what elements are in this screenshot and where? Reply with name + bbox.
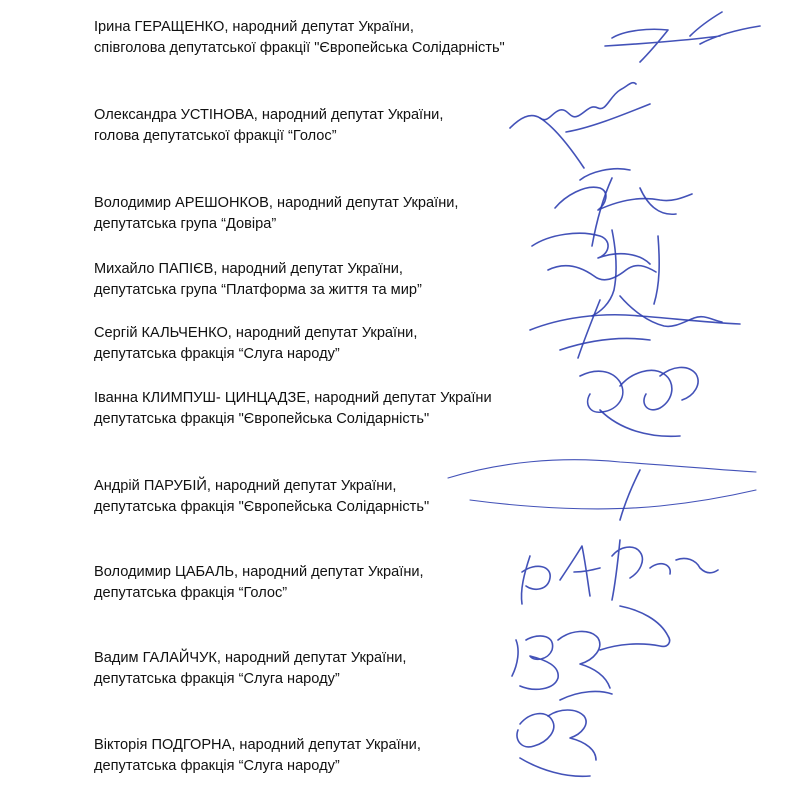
signatory-entry-8 xyxy=(94,562,424,604)
signatory-faction: депутатська група “Платформа за життя та мир” xyxy=(94,282,422,298)
signature-10 xyxy=(517,692,612,777)
signature-3 xyxy=(555,169,692,246)
signature-4 xyxy=(532,230,659,316)
signatory-name-title: Володимир ЦАБАЛЬ, народний депутат України, xyxy=(94,564,424,580)
signatory-name-title: Вадим ГАЛАЙЧУК, народний депутат України, xyxy=(94,650,407,666)
signatory-entry-1 xyxy=(94,17,505,59)
signatory-faction: депутатська група “Довіра” xyxy=(94,216,277,232)
signatory-entry-5 xyxy=(94,323,417,365)
signatory-faction: голова депутатської фракції “Голос” xyxy=(94,128,337,144)
signatory-entry-7 xyxy=(94,476,429,518)
signature-5 xyxy=(530,296,740,358)
signatory-faction: депутатська фракція “Слуга народу” xyxy=(94,671,340,687)
signatory-name-title: Володимир АРЕШОНКОВ, народний депутат України, xyxy=(94,195,459,211)
signatory-name-title: Андрій ПАРУБІЙ, народний депутат України, xyxy=(94,478,397,494)
signature-6 xyxy=(580,367,698,436)
signatory-name-title: Ірина ГЕРАЩЕНКО, народний депутат України, xyxy=(94,19,414,35)
signature-9 xyxy=(512,606,670,689)
signatory-faction: депутатська фракція "Європейська Солідарність" xyxy=(94,411,430,427)
signatory-name-title: Вікторія ПОДГОРНА, народний депутат України, xyxy=(94,737,421,753)
signature-2 xyxy=(510,83,650,168)
signature-8 xyxy=(521,540,718,604)
signatory-name-title: Михайло ПАПІЄВ, народний депутат України, xyxy=(94,261,403,277)
signatory-entry-10 xyxy=(94,735,421,777)
signatory-faction: депутатська фракція "Європейська Солідарність" xyxy=(94,499,430,515)
signatory-faction: співголова депутатської фракції "Європейська Солідарність" xyxy=(94,40,505,56)
signatory-faction: депутатська фракція “Слуга народу” xyxy=(94,758,340,774)
signatory-entry-4 xyxy=(94,259,422,301)
signatory-entry-9 xyxy=(94,648,406,690)
signatory-name-title: Сергій КАЛЬЧЕНКО, народний депутат України, xyxy=(94,325,418,341)
signatory-name-title: Іванна КЛИМПУШ- ЦИНЦАДЗЕ, народний депутат України xyxy=(94,390,492,406)
signature-7 xyxy=(448,460,756,520)
signatory-faction: депутатська фракція “Голос” xyxy=(94,585,288,601)
signatory-name-title: Олександра УСТІНОВА, народний депутат України, xyxy=(94,107,444,123)
signature-1 xyxy=(605,12,760,62)
signatory-faction: депутатська фракція “Слуга народу” xyxy=(94,346,340,362)
signatory-entry-2 xyxy=(94,105,443,147)
signatory-entry-3 xyxy=(94,193,459,235)
signatory-entry-6 xyxy=(94,388,492,430)
